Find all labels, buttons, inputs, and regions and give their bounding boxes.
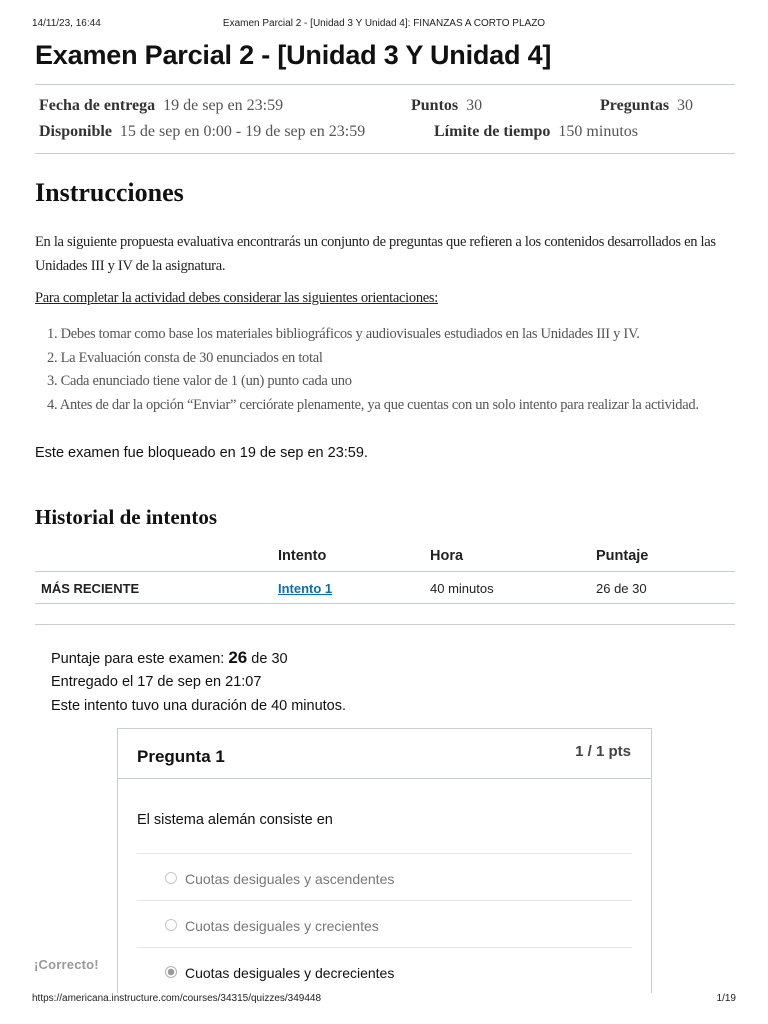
radio-button-selected[interactable] — [165, 966, 177, 978]
column-header-time: Hora — [430, 548, 464, 564]
instructions-heading: Instrucciones — [35, 178, 184, 207]
points-label: Puntos — [411, 97, 459, 114]
print-footer — [32, 993, 736, 1007]
duration-line: Este intento tuvo una duración de 40 minutos. — [51, 698, 347, 714]
answer-option — [137, 900, 632, 947]
score-suffix: de 30 — [247, 651, 288, 667]
radio-button[interactable] — [165, 872, 177, 884]
divider — [35, 624, 735, 625]
questions-label: Preguntas — [600, 97, 670, 114]
table-header — [35, 540, 735, 572]
orientations-heading: Para completar la actividad debes considerar las siguientes orientaciones: — [35, 290, 438, 306]
answer-text: Cuotas desiguales y crecientes — [185, 918, 379, 934]
answer-text: Cuotas desiguales y decrecientes — [185, 965, 395, 981]
availability-value: 15 de sep en 0:00 - 19 de sep en 23:59 — [119, 123, 366, 140]
list-item: 1. Debes tomar como base los materiales bibliográficos y audiovisuales estudiados en las Unidades III y IV. — [47, 326, 640, 342]
submitted-value: l 17 de sep en 21:07 — [130, 674, 262, 690]
submitted-prefix: Entregado e — [51, 674, 131, 690]
table-row — [35, 572, 735, 604]
print-page-title: Examen Parcial 2 - [Unidad 3 Y Unidad 4]: FINANZAS A CORTO PLAZO — [222, 18, 546, 29]
history-heading: Historial de intentos — [35, 505, 217, 529]
print-url: https://americana.instructure.com/courses/34315/quizzes/349448 — [32, 993, 322, 1004]
flag-connector — [117, 978, 118, 993]
instructions-intro: En la siguiente propuesta evaluativa encontrarás un conjunto de preguntas que refieren a los contenidos desarrollados en las Unidades III y IV de la asignatura. — [35, 234, 716, 274]
due-date — [39, 97, 283, 115]
divider — [35, 153, 735, 154]
due-date-label: Fecha de entrega — [39, 97, 156, 114]
time-limit-label: Límite de tiempo — [434, 123, 551, 140]
divider — [35, 84, 735, 85]
availability — [39, 123, 365, 141]
radio-button[interactable] — [165, 919, 177, 931]
list-item: 3. Cada enunciado tiene valor de 1 (un) punto cada uno — [47, 373, 352, 389]
locked-notice: Este examen fue bloqueado en 19 de sep en 23:59. — [35, 445, 368, 461]
questions-count — [600, 97, 693, 115]
question-text: El sistema alemán consiste en — [137, 812, 333, 828]
attempt-time: 40 minutos — [430, 581, 494, 596]
print-datetime: 14/11/23, 16:44 — [32, 18, 101, 29]
column-header-attempt: Intento — [278, 548, 327, 564]
time-limit-value: 150 minutos — [558, 123, 638, 140]
score-value: 26 — [228, 648, 248, 667]
availability-label: Disponible — [39, 123, 112, 140]
score-prefix: Puntaje para este examen: — [51, 651, 229, 667]
attempt-history-table — [35, 540, 735, 604]
quiz-title: Examen Parcial 2 - [Unidad 3 Y Unidad 4] — [35, 40, 552, 70]
column-header-score: Puntaje — [596, 548, 649, 564]
question-card — [117, 728, 652, 993]
orientations-list — [47, 323, 748, 417]
time-limit — [434, 123, 638, 141]
due-date-value: 19 de sep en 23:59 — [163, 97, 284, 114]
print-page-number: 1/19 — [716, 993, 736, 1004]
attempt-score: 26 de 30 — [596, 581, 647, 596]
question-header — [118, 729, 651, 779]
submitted-line — [51, 670, 346, 694]
correct-flag: ¡Correcto! — [34, 957, 99, 972]
attempt-link[interactable]: Intento 1 — [278, 581, 333, 596]
question-title: Pregunta 1 — [137, 747, 225, 766]
list-item: 4. Antes de dar la opción “Enviar” cerciórate plenamente, ya que cuentas con un solo intento para realizar la actividad. — [47, 396, 699, 413]
points-value: 30 — [466, 97, 483, 114]
score-summary — [51, 646, 346, 718]
questions-value: 30 — [677, 97, 694, 114]
list-item: 2. La Evaluación consta de 30 enunciados en total — [47, 349, 323, 366]
question-points: 1 / 1 pts — [575, 743, 631, 760]
answer-text: Cuotas desiguales y ascendentes — [185, 871, 395, 887]
print-header — [32, 18, 736, 32]
score-line — [51, 646, 346, 670]
points — [411, 97, 482, 115]
row-label: MÁS RECIENTE — [41, 581, 140, 596]
answer-option — [137, 853, 632, 900]
answer-option-selected — [137, 947, 632, 994]
